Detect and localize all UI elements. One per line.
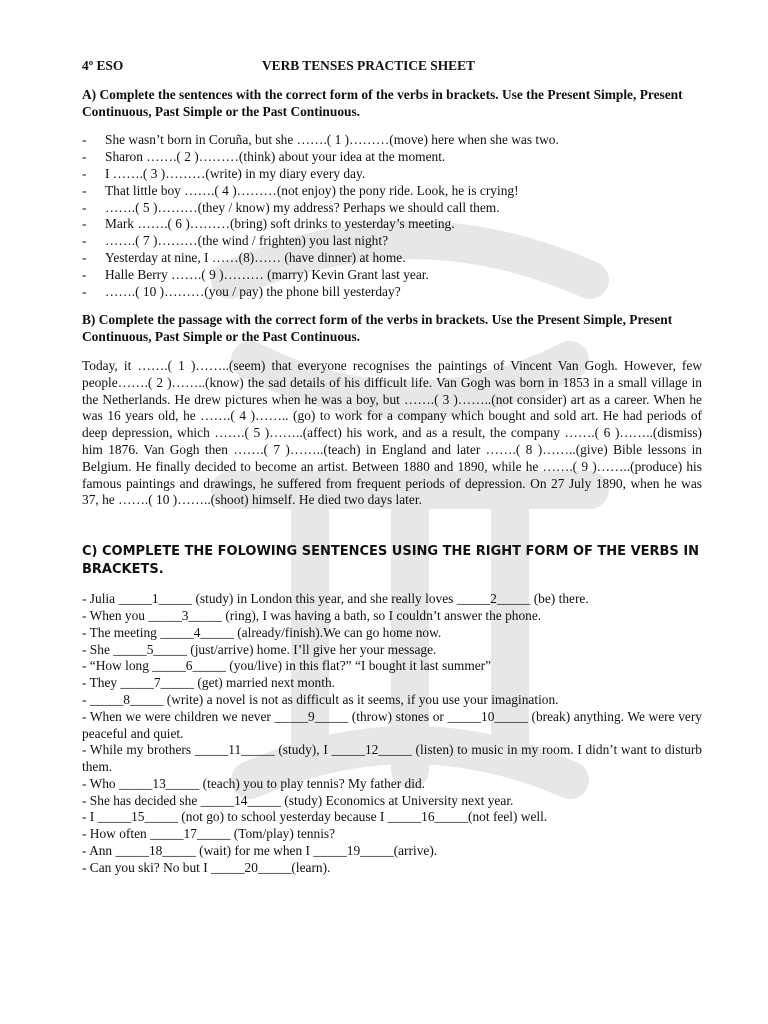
list-item: - Halle Berry …….( 9 )……… (marry) Kevin Grant last year. — [82, 267, 702, 284]
list-item: - Ann _____18_____ (wait) for me when I _____19_____(arrive). — [82, 843, 438, 859]
section-b-instruction: B) Complete the passage with the correct form of the verbs in brackets. Use the Present Simple, Present Continuous, Past Simple or the Past Continuous. — [82, 312, 673, 345]
section-c-instruction: C) COMPLETE THE FOLOWING SENTENCES USING THE RIGHT FORM OF THE VERBS IN BRACKETS. — [82, 544, 700, 578]
section-a-instruction: A) Complete the sentences with the correct form of the verbs in brackets. Use the Present Simple, Present Continuous, Past Simple or the Past Continuous. — [82, 86, 683, 119]
list-item: - The meeting _____4_____ (already/finish).We can go home now. — [82, 624, 442, 640]
worksheet-title: VERB TENSES PRACTICE SHEET — [262, 58, 475, 73]
section-c-list — [82, 591, 702, 877]
list-item: - Who _____13_____ (teach) you to play tennis? My father did. — [82, 775, 425, 791]
section-a-list — [82, 132, 702, 300]
worksheet-header — [82, 58, 702, 75]
list-item: - How often _____17_____ (Tom/play) tennis? — [82, 826, 336, 842]
list-item: - _____8_____ (write) a novel is not as difficult as it seems, if you use your imagination. — [82, 691, 559, 707]
list-item: - I _____15_____ (not go) to school yesterday because I _____16_____(not feel) well. — [82, 809, 548, 825]
worksheet-content — [82, 58, 702, 877]
list-item: - …….( 7 )………(the wind / frighten) you last night? — [82, 233, 702, 250]
list-item: - She wasn’t born in Coruña, but she …….( 1 )………(move) here when she was two. — [82, 132, 702, 149]
section-b-passage: Today, it …….( 1 )……..(seem) that everyone recognises the paintings of Vincent Van Gogh. However, few people…….( 2 )……..(know) the sad details of his difficult life. Van Gogh was born in 1853 in a small village in the Netherlands. He drew pictures when he was a boy, but …….( 3 )……..(not consider) art as a career. When he was 16 years old, he …….( 4 )…….. (go) to work for a company which bought and sold art. He had periods of deep depression, which …….( 5 )……..(affect) his work, and as a result, the company …….( 6 )……..(dismiss) him 1876. Van Gogh then …….( 7 )……..(teach) in England and later …….( 8 )……..(give) Bible lessons in Belgium. He finally decided to become an artist. Between 1880 and 1890, while he …….( 9 )……..(produce) his famous paintings and drawings, he suffered from frequent periods of depression. On 27 July 1890, when he was 37, he …….( 10 )……..(shoot) himself. He died two days later. — [82, 357, 702, 508]
list-item: - They _____7_____ (get) married next month. — [82, 675, 336, 691]
list-item: - While my brothers _____11_____ (study), I _____12_____ (listen) to music in my room. I didn’t want to disturb them. — [82, 742, 702, 775]
list-item: - Yesterday at nine, I ……(8)…… (have dinner) at home. — [82, 250, 702, 267]
list-item: - …….( 10 )………(you / pay) the phone bill yesterday? — [82, 284, 702, 301]
list-item: - When you _____3_____ (ring), I was having a bath, so I couldn’t answer the phone. — [82, 607, 542, 623]
list-item: - …….( 5 )………(they / know) my address? Perhaps we should call them. — [82, 200, 702, 217]
list-item: - Julia _____1_____ (study) in London this year, and she really loves _____2_____ (be) there. — [82, 591, 589, 607]
list-item: - Sharon …….( 2 )………(think) about your idea at the moment. — [82, 149, 702, 166]
list-item: - I …….( 3 )………(write) in my diary every day. — [82, 166, 702, 183]
list-item: - She has decided she _____14_____ (study) Economics at University next year. — [82, 792, 514, 808]
list-item: - She _____5_____ (just/arrive) home. I’ll give her your message. — [82, 641, 437, 657]
grade-level: 4º ESO — [82, 58, 124, 73]
list-item: - That little boy …….( 4 )………(not enjoy) the pony ride. Look, he is crying! — [82, 183, 702, 200]
list-item: - When we were children we never _____9_____ (throw) stones or _____10_____ (break) anything. We were very peaceful and quiet. — [82, 708, 702, 741]
list-item: - Mark …….( 6 )………(bring) soft drinks to yesterday’s meeting. — [82, 216, 702, 233]
list-item: - “How long _____6_____ (you/live) in this flat?” “I bought it last summer” — [82, 658, 492, 674]
list-item: - Can you ski? No but I _____20_____(learn). — [82, 859, 331, 875]
